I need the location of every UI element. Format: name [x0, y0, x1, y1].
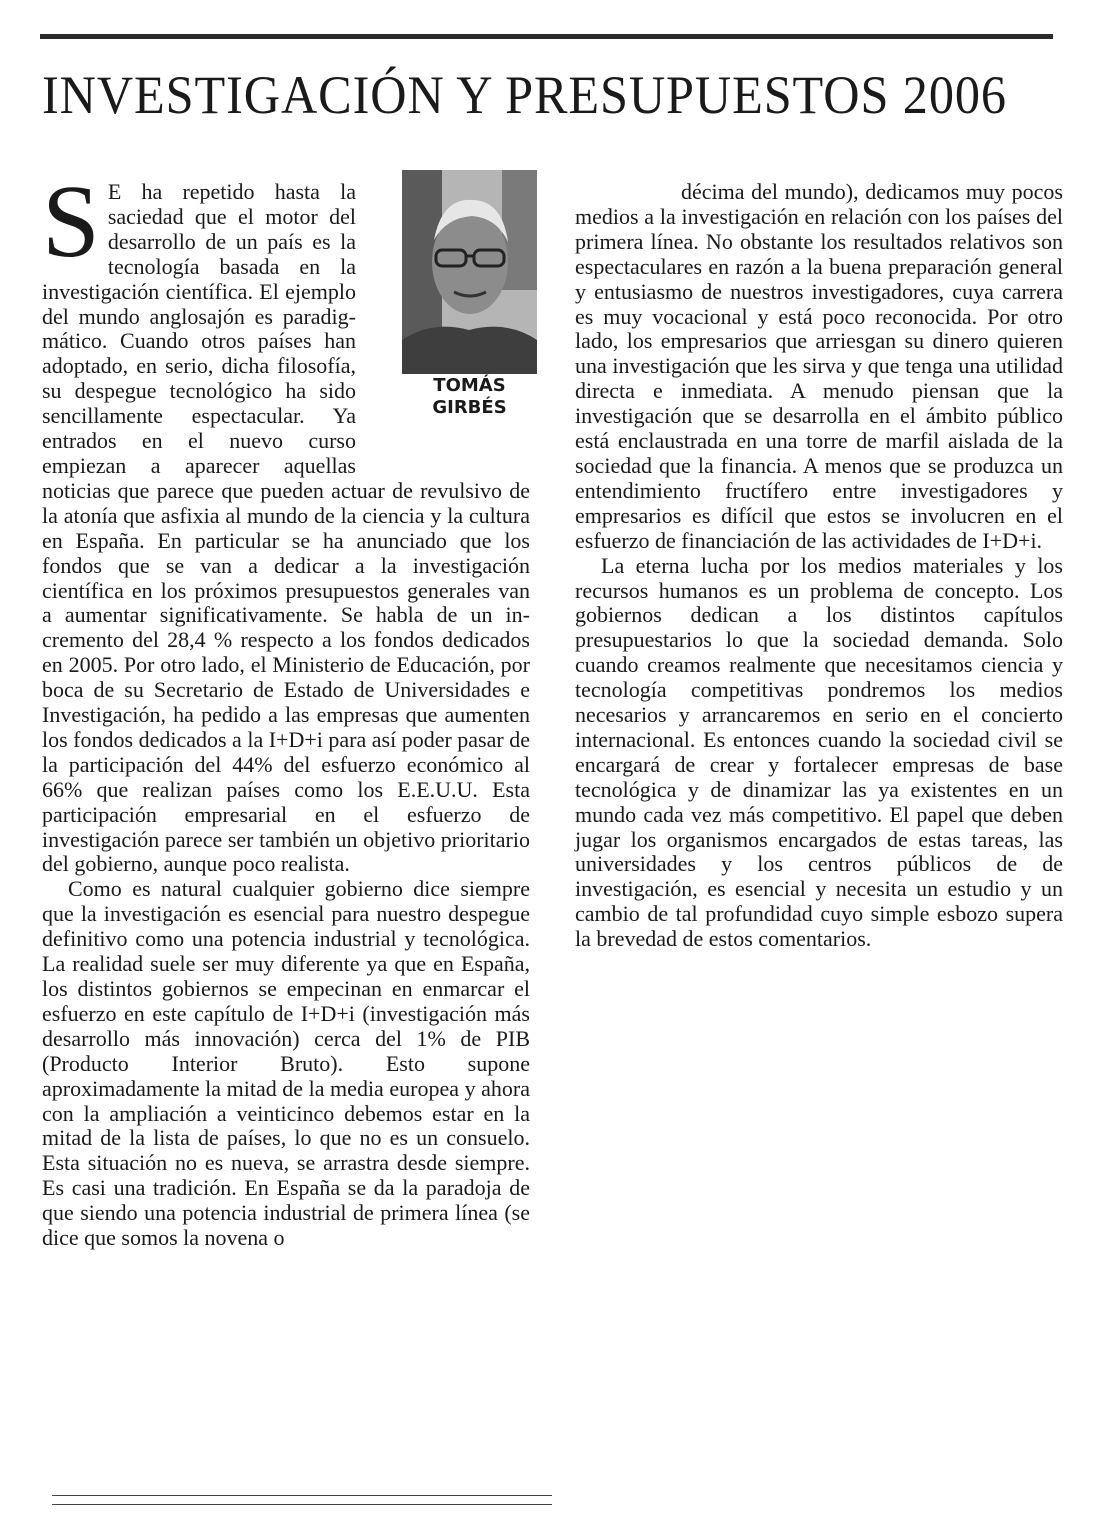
right-paragraph-1: décima del mundo), dedicamos muy pocos medios a la investigación en relación con los países del primera línea. No obstante los resultados relativos son espectaculares en razón a la buena preparación general y entusiasmo de nuestros investigadores, cuya carrera es muy vocacional y está poco reconocida. Por otro lado, los empresarios que arriesgan su dinero quieren una investigación que les sirva y que tenga una utilidad directa e inmediata. A menudo piensan que la investigación que se desarrolla en el ámbito público está enclaustrada en una torre de marfil aislada de la sociedad que la financia. A menos que se produzca un entendimiento fructífero entre investigadores y empresarios es difícil que estos se involucren en el esfuerzo de financiación de las actividades de I+D+i.: [575, 179, 1063, 553]
bottom-rule: [52, 1495, 552, 1496]
drop-cap: S: [42, 164, 100, 279]
left-column: [42, 164, 530, 1251]
author-last-name: GIRBÉS: [432, 397, 507, 418]
bottom-rule-second: [52, 1504, 552, 1505]
right-paragraph-2: La eterna lucha por los medios materiales y los recursos humanos es un problema de concepto. Los gobiernos dedican a los distintos capítulos presupuestarios lo que la sociedad demanda. Solo cuando creamos realmente que necesitamos ciencia y tecnología competitivas pondremos los medios necesarios y arrancaremos en serio en el concierto internacional. Es entonces cuando la sociedad civil se encargará de crear y fortalecer empresas de base tecnológica y de dinamizar las ya existentes en un mundo cada vez más competitivo. El papel que deben jugar los organismos encargados de estas tareas, las universidades y los centros públicos de de investigación, es esencial y necesita un estudio y un cambio de tal profundidad cuyo simple esbozo supera la brevedad de estos comentarios.: [575, 552, 1063, 952]
author-first-name: TOMÁS: [433, 375, 506, 396]
author-portrait-icon: [402, 170, 537, 374]
left-paragraph-2: Como es natural cualquier gobierno dice siempre que la investigación es esencial para nuestro despegue definitivo como una potencia industrial y tecnológica. La realidad suele ser muy diferente ya que en España, los distintos gobiernos se empecinan en enmarcar el esfuerzo en este capítulo de I+D+i (investigación más desarrollo más innovación) cerca del 1% de PIB (Producto Interior Bruto). Esto supone aproximadamente la mitad de la media europea y ahora con la ampliación a veinticinco debemos estar en la mitad de la lista de países, lo que no es un consuelo. Esta situación no es nueva, se arrastra desde siempre. Es casi una tradición. En España se da la paradoja de que siendo una potencia industrial de primera línea (se dice que somos la novena o: [42, 876, 530, 1251]
author-name: [402, 375, 537, 419]
author-photo: [402, 170, 537, 374]
right-column: [575, 180, 1063, 952]
headline: INVESTIGACIÓN Y PRESUPUESTOS 2006: [42, 65, 1007, 125]
author-box: [372, 178, 572, 460]
top-rule: [40, 34, 1053, 39]
left-paragraph-1: E ha repetido hasta la saciedad que el motor del desarrollo de un país es la tecnología basada en la investigación científica. El ejemplo del mundo anglosajón es paradigmático. Cuando otros países han adoptado, en serio, dicha filosofía, su despegue tecnológico ha sido sencillamente espectacular. Ya entrados en el nuevo curso empiezan a aparecer aquellas noticias que parece que pueden actuar de revulsivo de la atonía que asfixia al mundo de la ciencia y la cultura en España. En particular se ha anunciado que los fondos que se van a dedicar a la investigación científica en los próximos presupuestos generales van a aumentar significativamente. Se habla de un incremento del 28,4 % respecto a los fondos dedicados en 2005. Por otro lado, el Ministerio de Educación, por boca de su Secretario de Estado de Universidades e Investigación, ha pedido a las empresas que aumenten los fondos dedicados a la I+D+i para así poder pasar de la participación del 44% del esfuerzo económico al 66% que realizan países como los E.E.U.U. Esta participación empresarial en el esfuerzo de investigación parece ser también un objetivo prioritario del gobierno, aunque poco realista.: [42, 179, 530, 877]
